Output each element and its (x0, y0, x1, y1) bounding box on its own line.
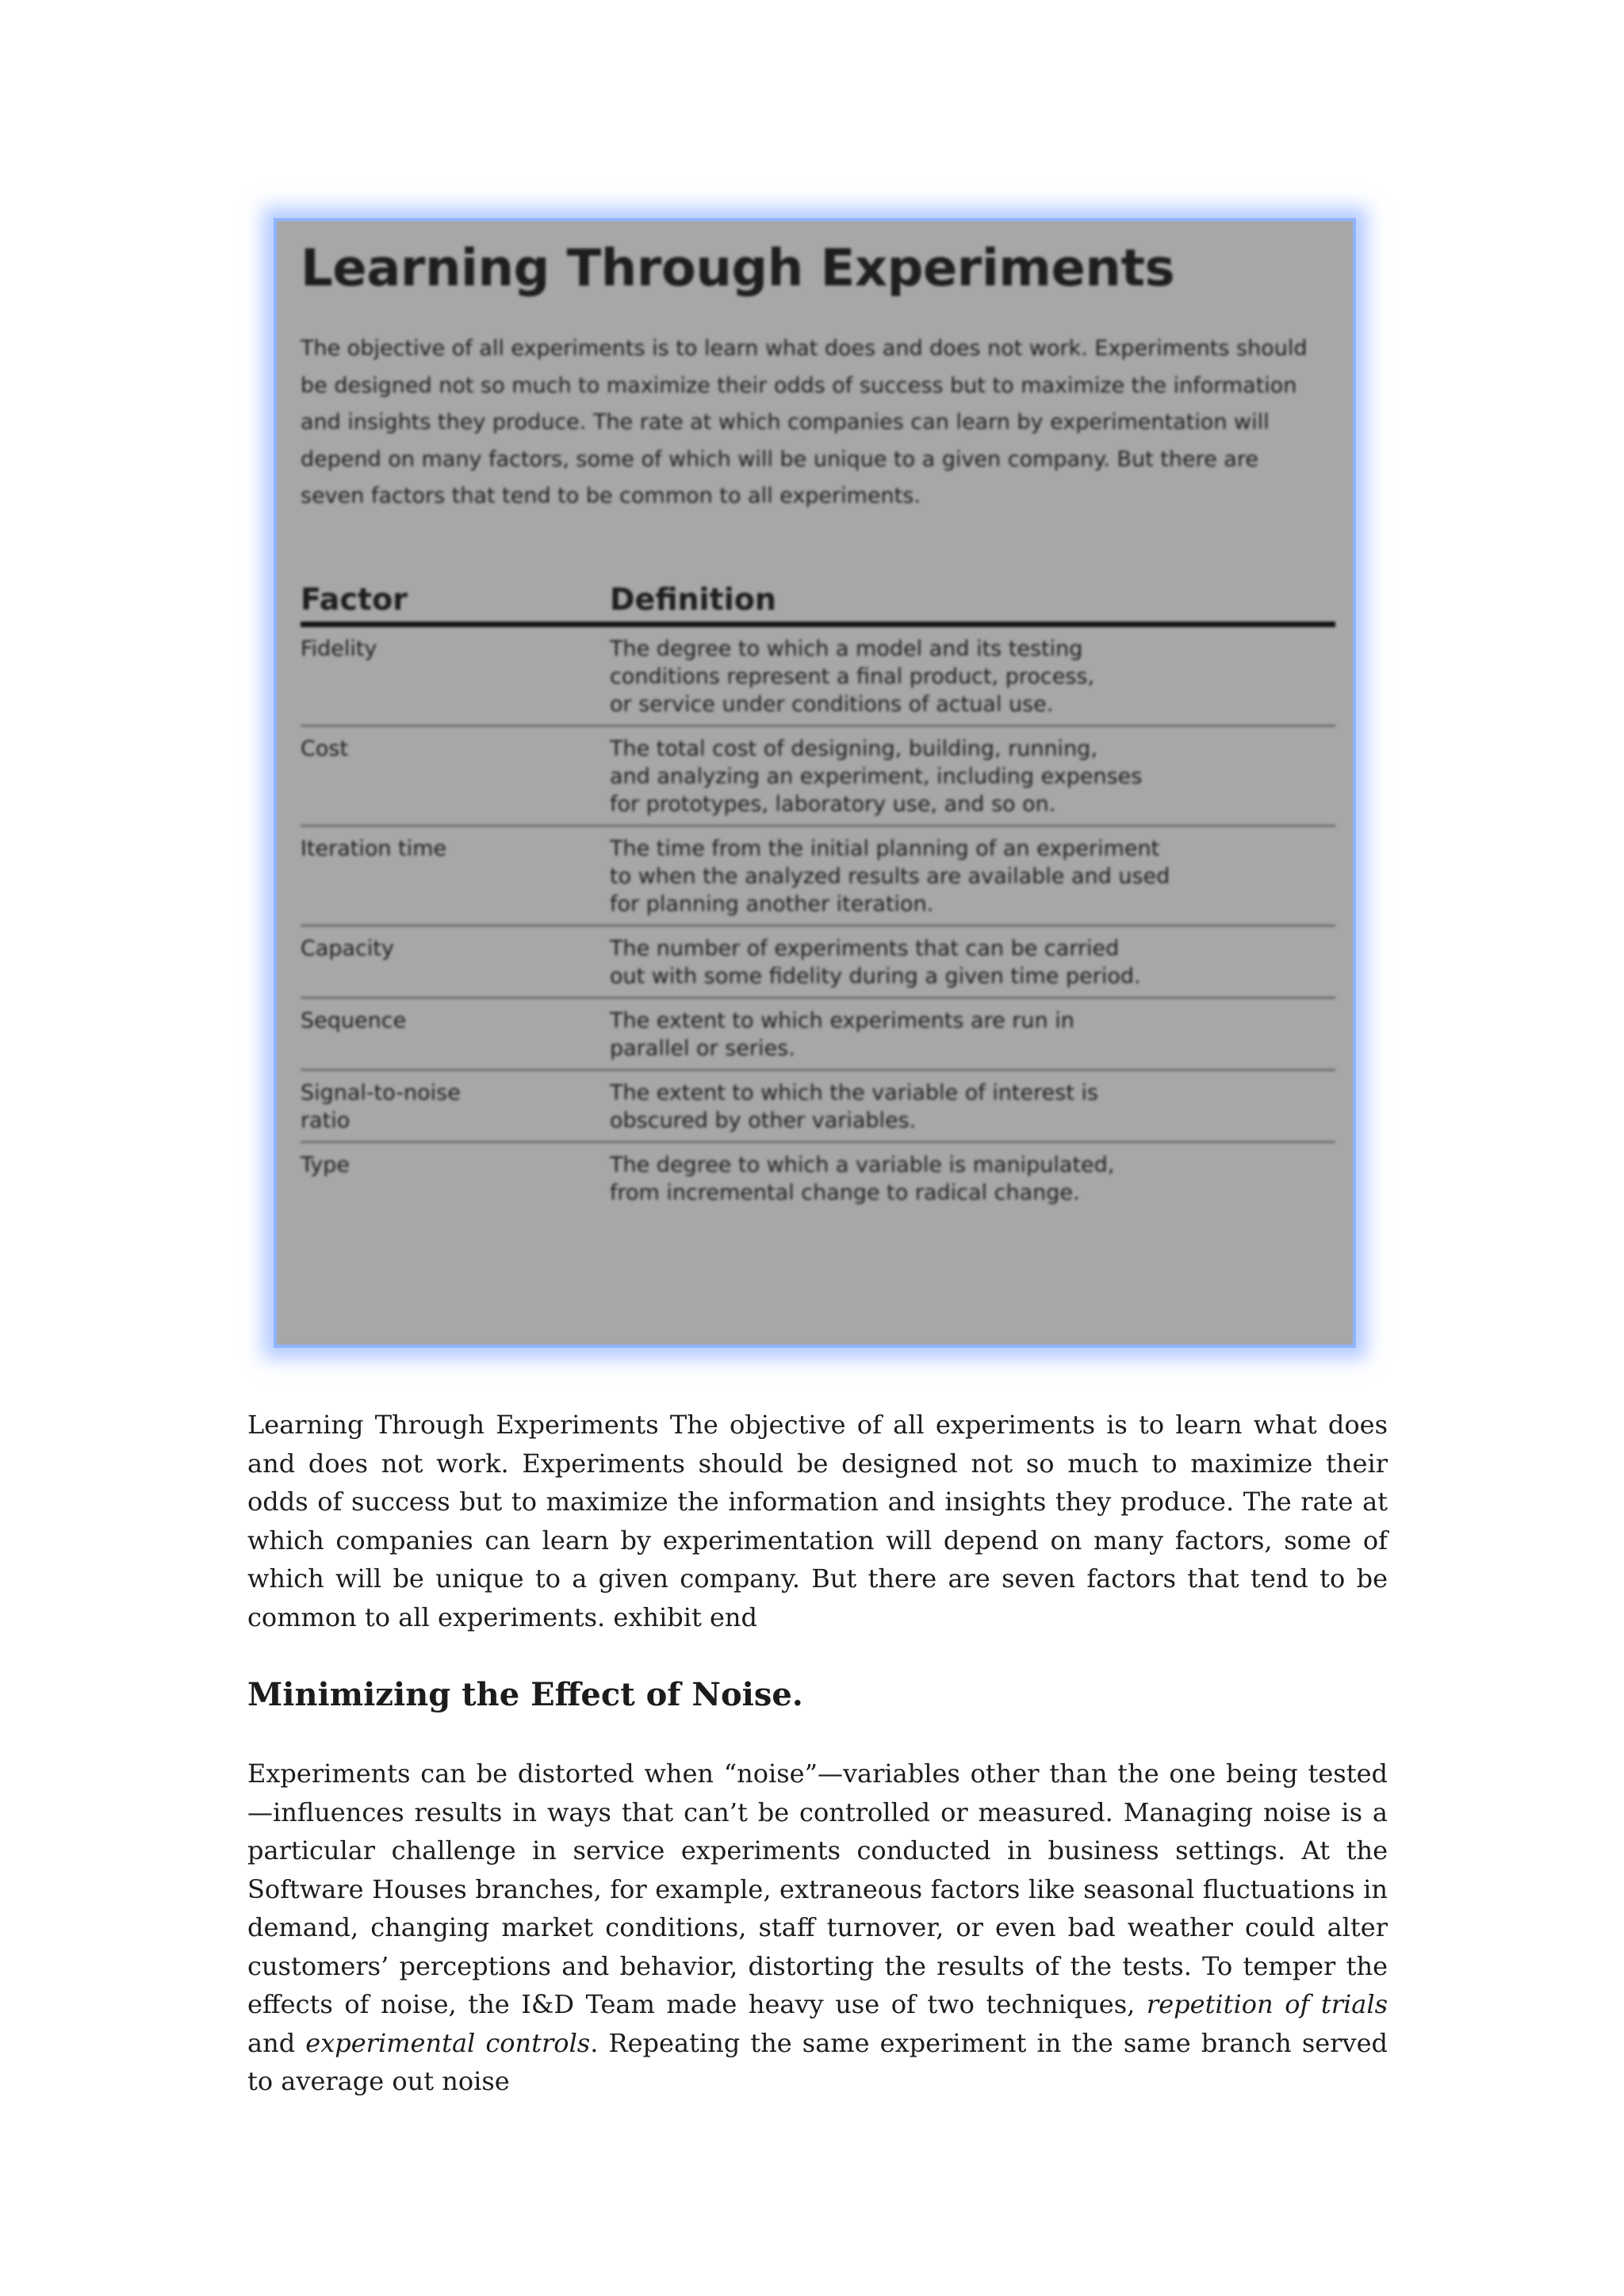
factor-cell: Sequence (301, 1008, 407, 1033)
italic-term: repetition of trials (1146, 1989, 1388, 2019)
definition-cell: The total cost of designing, building, running, and analyzing an experiment, including expenses for prototypes, laboratory use, and so on. (610, 736, 1143, 817)
table-header (301, 571, 1335, 627)
factor-cell: Capacity (301, 936, 394, 961)
paragraph-text: . Repeating the same experiment in the same branch served to average out noise (247, 2027, 1388, 2096)
definition-cell: The degree to which a variable is manipulated, from incremental change to radical change. (610, 1152, 1115, 1205)
paragraph-text: and (247, 2027, 306, 2058)
table-row (301, 727, 1335, 827)
table-row (301, 999, 1335, 1071)
table-row (301, 1071, 1335, 1143)
definition-cell: The degree to which a model and its testing conditions represent a final product, process, or service under conditions of actual use. (610, 636, 1095, 717)
exhibit-title: Learning Through Experiments (301, 239, 1175, 298)
factor-table (301, 571, 1335, 1213)
factor-cell: Type (301, 1152, 350, 1177)
exhibit-caption: Learning Through Experiments The objective of all experiments is to learn what does and does not work. Experiments should be designed not so much to maximize their odds of success but to maximize the information and insights they produce. The rate at which companies can learn by experimentation will depend on many factors, some of which will be unique to a given company. But there are seven factors that tend to be common to all experiments. exhibit end (247, 1410, 1388, 1632)
column-header-definition: Definition (610, 581, 776, 617)
definition-cell: The extent to which experiments are run in parallel or series. (610, 1008, 1074, 1061)
definition-cell: The time from the initial planning of an experiment to when the analyzed results are available and used for planning another iteration. (610, 836, 1170, 916)
column-header-factor: Factor (301, 581, 408, 617)
exhibit-image (274, 218, 1356, 1348)
table-row (301, 827, 1335, 927)
italic-term: experimental controls (305, 2027, 591, 2058)
body-paragraph (247, 1755, 1388, 2101)
factor-cell: Signal-to-noise ratio (301, 1080, 461, 1133)
factor-cell: Fidelity (301, 636, 377, 661)
table-row (301, 627, 1335, 727)
definition-cell: The number of experiments that can be carried out with some fidelity during a given time period. (610, 936, 1141, 989)
factor-cell: Iteration time (301, 836, 447, 861)
table-row (301, 927, 1335, 999)
section-heading: Minimizing the Effect of Noise. (247, 1676, 803, 1713)
factor-cell: Cost (301, 736, 349, 761)
table-row (301, 1143, 1335, 1213)
exhibit-intro: The objective of all experiments is to learn what does and does not work. Experiments should be designed not so much to maximize their odds of success but to maximize the information and insights they produce. The rate at which companies can learn by experimentation will depend on many factors, some of which will be unique to a given company. But there are seven factors that tend to be common to all experiments. (301, 336, 1308, 508)
exhibit-content (301, 237, 1329, 1337)
paragraph-text: Experiments can be distorted when “noise”—variables other than the one being tested—influences results in ways that can’t be controlled or measured. Managing noise is a particular challenge in service experiments conducted in business settings. At the Software Houses branches, for example, extraneous factors like seasonal fluctuations in demand, changing market conditions, staff turnover, or even bad weather could alter customers’ perceptions and behavior, distorting the results of the tests. To temper the effects of noise, the I&D Team made heavy use of two techniques, (247, 1758, 1388, 2019)
definition-cell: The extent to which the variable of interest is obscured by other variables. (610, 1080, 1099, 1133)
